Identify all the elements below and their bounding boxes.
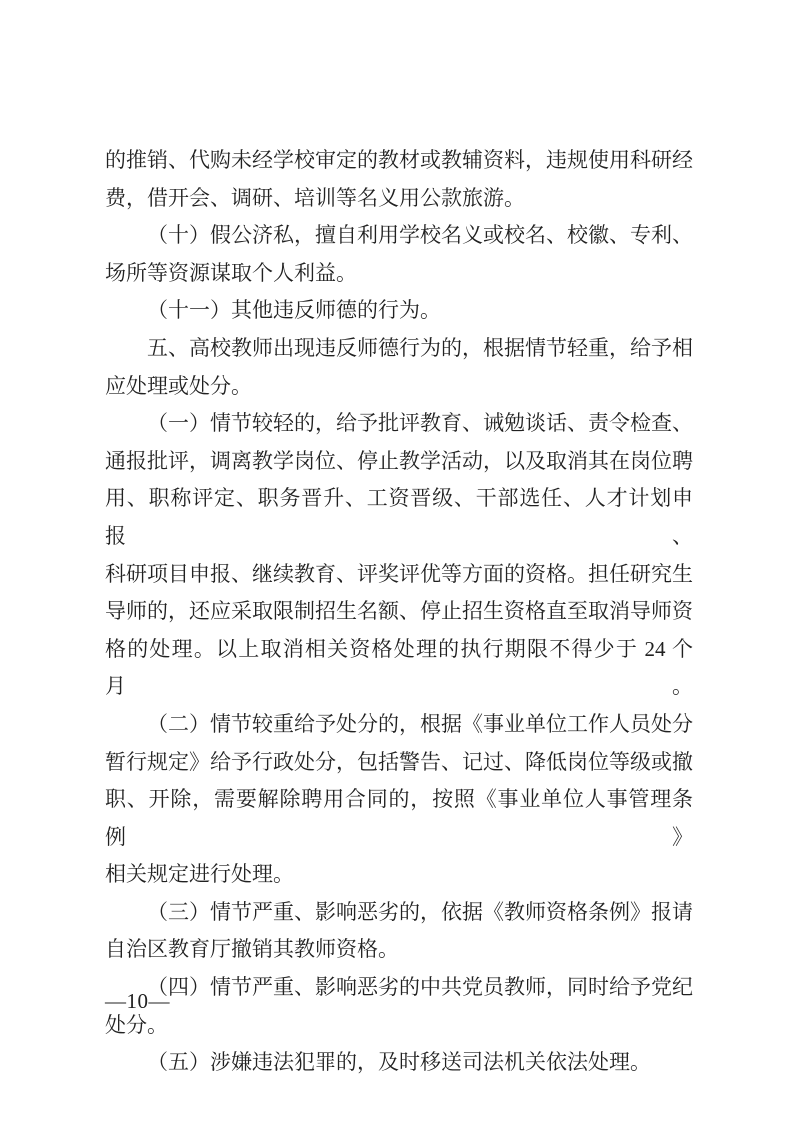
text-line: （四）情节严重、影响恶劣的中共党员教师，同时给予党纪 <box>147 975 693 1000</box>
text-line: （一）情节较轻的，给予批评教育、诫勉谈话、责令检查、 <box>147 411 693 436</box>
text-line: 费，借开会、调研、培训等名义用公款旅游。 <box>105 185 525 210</box>
page-number: —10— <box>105 989 170 1013</box>
text-line: （三）情节严重、影响恶劣的，依据《教师资格条例》报请 <box>147 899 693 924</box>
text-line: （五）涉嫌违法犯罪的，及时移送司法机关依法处理。 <box>147 1050 651 1075</box>
text-line: 导师的，还应采取限制招生名额、停止招生资格直至取消导师资 <box>105 599 693 624</box>
text-line: 的推销、代购未经学校审定的教材或教辅资料，违规使用科研经 <box>105 148 693 172</box>
text-line: 格的处理。以上取消相关资格处理的执行期限不得少于 24 个月。 <box>105 636 693 699</box>
text-line: 相关规定进行处理。 <box>105 862 294 887</box>
text-line: 应处理或处分。 <box>105 373 252 398</box>
text-line: （十一）其他违反师德的行为。 <box>147 298 441 323</box>
text-line: （二）情节较重给予处分的，根据《事业单位工作人员处分 <box>147 711 693 736</box>
text-line: （十）假公济私，擅自利用学校名义或校名、校徽、专利、 <box>147 223 693 248</box>
text-line: 处分。 <box>105 1012 168 1037</box>
document-content <box>105 142 693 1082</box>
text-line: 暂行规定》给予行政处分，包括警告、记过、降低岗位等级或撤 <box>105 749 693 774</box>
text-line: 科研项目申报、继续教育、评奖评优等方面的资格。担任研究生 <box>105 561 693 586</box>
text-line: 职、开除，需要解除聘用合同的，按照《事业单位人事管理条例》 <box>105 787 693 849</box>
text-line: 自治区教育厅撤销其教师资格。 <box>105 937 399 962</box>
text-line: 用、职称评定、职务晋升、工资晋级、干部选任、人才计划申报、 <box>105 486 693 548</box>
text-line: 五、高校教师出现违反师德行为的，根据情节轻重，给予相 <box>147 335 693 360</box>
text-line: 通报批评，调离教学岗位、停止教学活动，以及取消其在岗位聘 <box>105 448 693 473</box>
text-line: 场所等资源谋取个人利益。 <box>105 260 357 285</box>
